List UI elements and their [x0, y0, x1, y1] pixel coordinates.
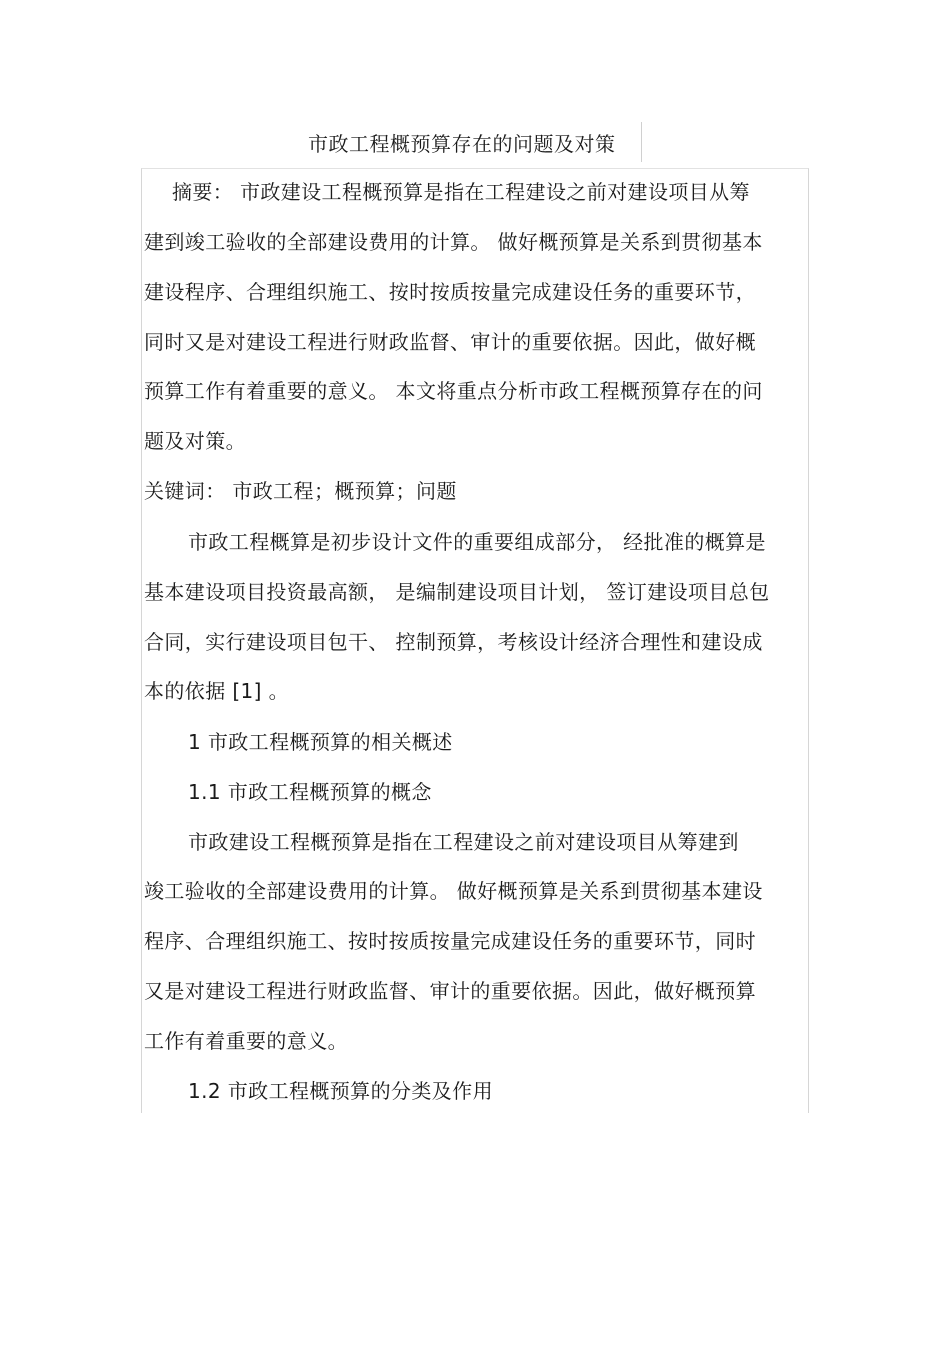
section-1-1-line: 市政建设工程概预算是指在工程建设之前对建设项目从筹建到	[188, 830, 739, 854]
document-title: 市政工程概预算存在的问题及对策	[308, 132, 616, 156]
intro-line: 市政工程概算是初步设计文件的重要组成部分， 经批准的概算是	[188, 530, 766, 554]
section-1-1-line: 竣工验收的全部建设费用的计算。 做好概预算是关系到贯彻基本建设	[144, 879, 763, 903]
abstract-line: 同时又是对建设工程进行财政监督、审计的重要依据。因此，做好概	[144, 330, 756, 354]
abstract-line: 建到竣工验收的全部建设费用的计算。 做好概预算是关系到贯彻基本	[144, 230, 763, 254]
intro-line: 本的依据 [1] 。	[144, 679, 290, 703]
section-1-1-line: 程序、合理组织施工、按时按质按量完成建设任务的重要环节，同时	[144, 929, 756, 953]
section-1-1-line: 又是对建设工程进行财政监督、审计的重要依据。因此，做好概预算	[144, 979, 756, 1003]
section-heading-1: 1 市政工程概预算的相关概述	[188, 730, 453, 754]
section-heading-1-1: 1.1 市政工程概预算的概念	[188, 780, 432, 804]
section-heading-1-2: 1.2 市政工程概预算的分类及作用	[188, 1079, 493, 1103]
abstract-line: 摘要： 市政建设工程概预算是指在工程建设之前对建设项目从筹	[172, 180, 750, 204]
intro-line: 基本建设项目投资最高额， 是编制建设项目计划， 签订建设项目总包	[144, 580, 770, 604]
keywords-line: 关键词： 市政工程；概预算；问题	[144, 479, 457, 503]
intro-line: 合同，实行建设项目包干、 控制预算，考核设计经济合理性和建设成	[144, 630, 763, 654]
abstract-line: 预算工作有着重要的意义。 本文将重点分析市政工程概预算存在的问	[144, 379, 763, 403]
abstract-line: 题及对策。	[144, 429, 246, 453]
section-1-1-line: 工作有着重要的意义。	[144, 1029, 348, 1053]
abstract-line: 建设程序、合理组织施工、按时按质按量完成建设任务的重要环节，	[144, 280, 756, 304]
